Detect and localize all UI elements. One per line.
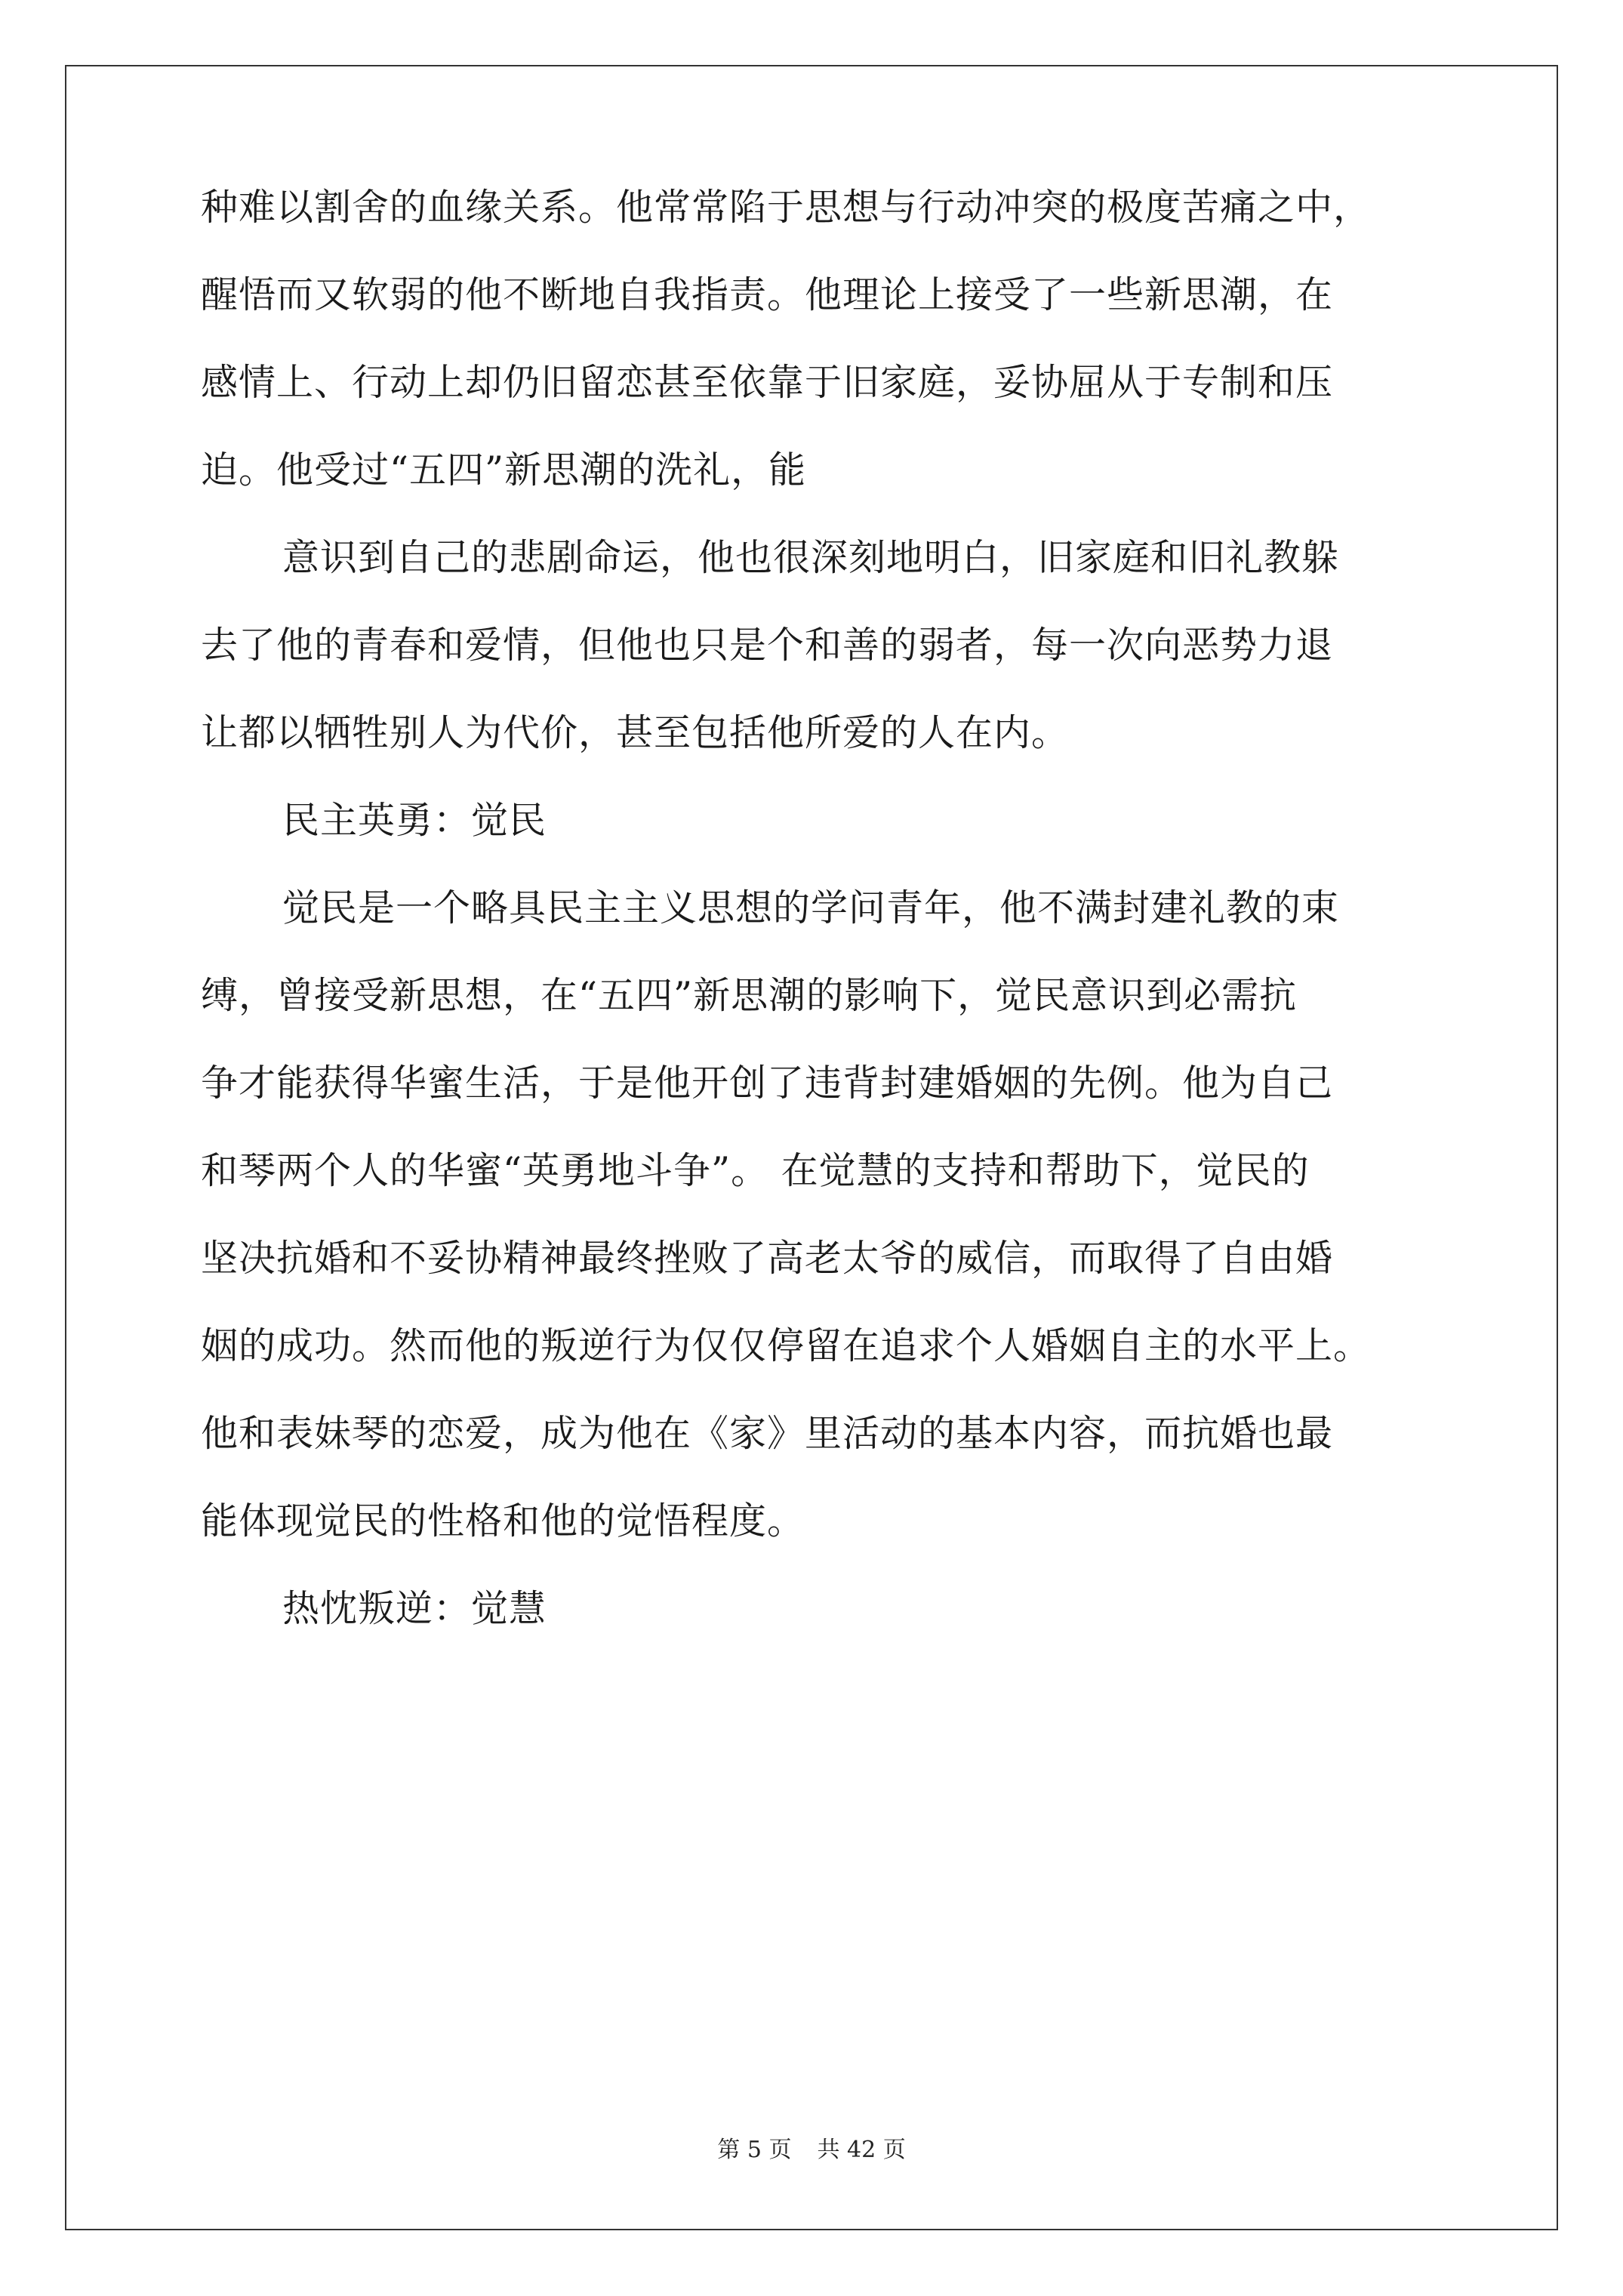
text-line: 种难以割舍的血缘关系。他常常陷于思想与行动冲突的极度苦痛之中， (201, 186, 1372, 229)
section-heading-juemin: 民主英勇：觉民 (282, 799, 547, 842)
text-line: 和琴两个人的华蜜“英勇地斗争”。 在觉慧的支持和帮助下，觉民的 (201, 1149, 1310, 1192)
text-line: 能体现觉民的性格和他的觉悟程度。 (201, 1499, 805, 1542)
section-heading-juehui: 热忱叛逆：觉慧 (282, 1587, 547, 1630)
page-total: 共 42 页 (817, 2137, 906, 2163)
text-line: 姻的成功。然而他的叛逆行为仅仅停留在追求个人婚姻自主的水平上。 (201, 1324, 1372, 1367)
text-line: 争才能获得华蜜生活，于是他开创了违背封建婚姻的先例。他为自己 (201, 1062, 1334, 1105)
page-footer (0, 2135, 1623, 2165)
text-line: 让都以牺牲别人为代价，甚至包括他所爱的人在内。 (201, 711, 1070, 754)
page-number: 第 5 页 (717, 2137, 792, 2163)
text-line: 醒悟而又软弱的他不断地自我指责。他理论上接受了一些新思潮，在 (201, 273, 1334, 316)
text-line: 去了他的青春和爱情，但他也只是个和善的弱者，每一次向恶势力退 (201, 624, 1334, 667)
text-line: 意识到自己的悲剧命运，他也很深刻地明白，旧家庭和旧礼教躲 (282, 536, 1340, 579)
text-line: 迫。他受过“五四”新思潮的洗礼，能 (201, 448, 807, 492)
text-line: 觉民是一个略具民主主义思想的学问青年，他不满封建礼教的束 (282, 886, 1340, 929)
text-line: 他和表妹琴的恋爱，成为他在《家》里活动的基本内容，而抗婚也最 (201, 1412, 1334, 1455)
text-line: 坚决抗婚和不妥协精神最终挫败了高老太爷的威信，而取得了自由婚 (201, 1237, 1334, 1280)
text-line: 感情上、行动上却仍旧留恋甚至依靠于旧家庭，妥协屈从于专制和压 (201, 361, 1334, 404)
text-line: 缚，曾接受新思想，在“五四”新思潮的影响下，觉民意识到必需抗 (201, 974, 1298, 1017)
